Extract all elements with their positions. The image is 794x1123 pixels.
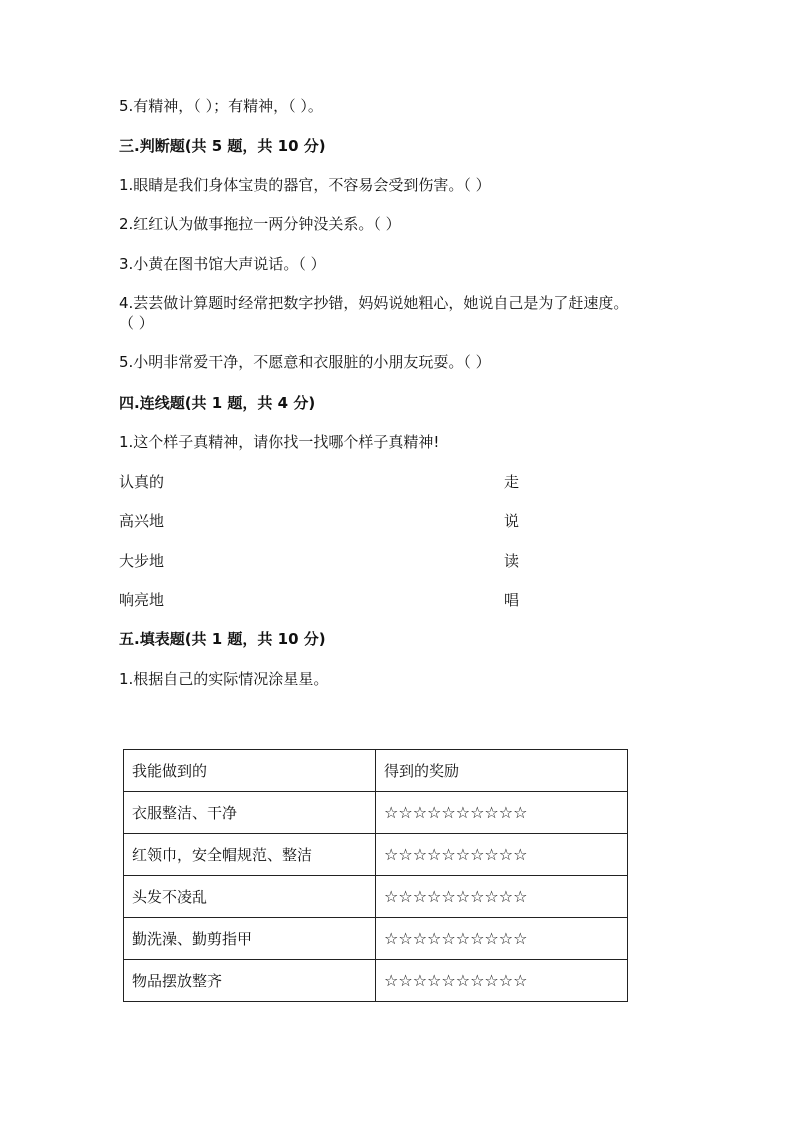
match-left-1: 认真的 — [119, 473, 165, 491]
stars-cell[interactable]: ☆☆☆☆☆☆☆☆☆☆ — [376, 792, 628, 834]
behavior-cell: 头发不凌乱 — [124, 876, 376, 918]
match-left-2: 高兴地 — [119, 512, 165, 530]
stars-cell[interactable]: ☆☆☆☆☆☆☆☆☆☆ — [376, 834, 628, 876]
star-rating-table — [123, 749, 628, 1002]
behavior-cell: 红领巾，安全帽规范、整洁 — [124, 834, 376, 876]
judge-item-2: 2.红红认为做事拖拉一两分钟没关系。（ ） — [119, 215, 401, 233]
judge-item-4: 4.芸芸做计算题时经常把数字抄错，妈妈说她粗心，她说自己是为了赶速度。 — [119, 294, 629, 312]
stars-cell[interactable]: ☆☆☆☆☆☆☆☆☆☆ — [376, 960, 628, 1002]
question-5-fill-blank: 5.有精神，（ ）；有精神，（ ）。 — [119, 97, 323, 115]
match-right-4: 唱 — [504, 591, 520, 609]
table-header-cell: 我能做到的 — [124, 750, 376, 792]
judge-item-1: 1.眼睛是我们身体宝贵的器官，不容易会受到伤害。（ ） — [119, 176, 491, 194]
table-row — [124, 960, 628, 1002]
table-question: 1.根据自己的实际情况涂星星。 — [119, 670, 329, 688]
match-right-1: 走 — [504, 473, 520, 491]
table-header-row — [124, 750, 628, 792]
section-3-heading: 三.判断题(共 5 题，共 10 分) — [119, 137, 326, 155]
match-right-2: 说 — [504, 512, 520, 530]
table-row — [124, 834, 628, 876]
match-question: 1.这个样子真精神，请你找一找哪个样子真精神! — [119, 433, 440, 451]
behavior-cell: 勤洗澡、勤剪指甲 — [124, 918, 376, 960]
table-row — [124, 918, 628, 960]
section-5-heading: 五.填表题(共 1 题，共 10 分) — [119, 630, 326, 648]
match-left-3: 大步地 — [119, 552, 165, 570]
stars-cell[interactable]: ☆☆☆☆☆☆☆☆☆☆ — [376, 918, 628, 960]
judge-item-4-bracket: （ ） — [119, 314, 154, 332]
table-header-cell: 得到的奖励 — [376, 750, 628, 792]
table-row — [124, 876, 628, 918]
behavior-cell: 物品摆放整齐 — [124, 960, 376, 1002]
behavior-cell: 衣服整洁、干净 — [124, 792, 376, 834]
table-row — [124, 792, 628, 834]
match-right-3: 读 — [504, 552, 520, 570]
stars-cell[interactable]: ☆☆☆☆☆☆☆☆☆☆ — [376, 876, 628, 918]
match-left-4: 响亮地 — [119, 591, 165, 609]
judge-item-5: 5.小明非常爱干净，不愿意和衣服脏的小朋友玩耍。（ ） — [119, 353, 491, 371]
section-4-heading: 四.连线题(共 1 题，共 4 分) — [119, 394, 316, 412]
judge-item-3: 3.小黄在图书馆大声说话。（ ） — [119, 255, 326, 273]
